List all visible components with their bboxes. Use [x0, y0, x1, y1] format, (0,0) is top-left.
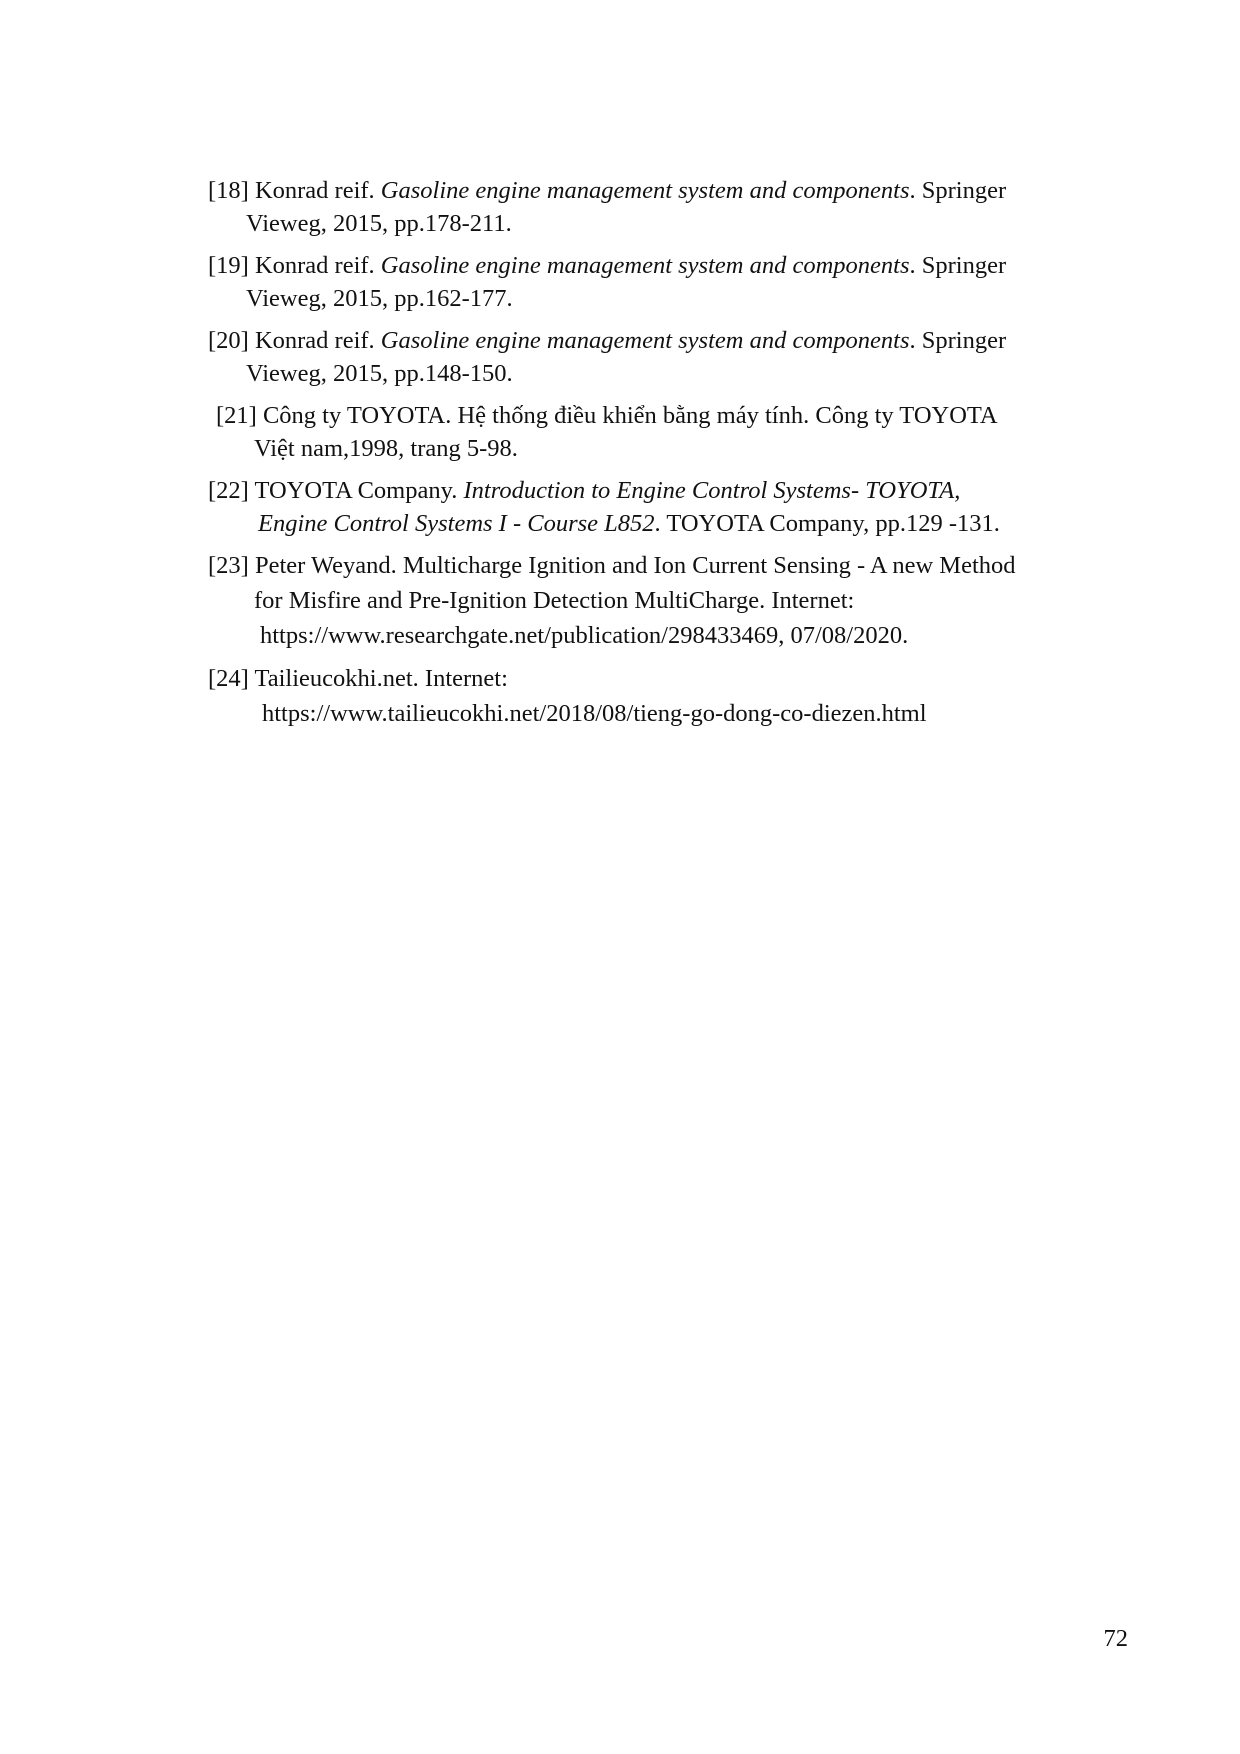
reference-22-line-2: [258, 509, 1000, 539]
reference-19-publisher: . Springer: [909, 252, 1007, 279]
reference-23-line-2: for Misfire and Pre-Ignition Detection MultiCharge. Internet:: [254, 587, 855, 614]
reference-21-line-2: Việt nam,1998, trang 5-98.: [254, 435, 518, 462]
reference-19-author: [19] Konrad reif.: [208, 252, 381, 279]
reference-22-course: Engine Control Systems I - Course L852: [258, 510, 655, 537]
reference-22-author: [22] TOYOTA Company.: [208, 477, 464, 504]
reference-24-line-1: [24] Tailieucokhi.net. Internet:: [208, 665, 508, 692]
reference-20-author: [20] Konrad reif.: [208, 327, 381, 354]
reference-22-publisher: . TOYOTA Company, pp.129 -131.: [654, 510, 1000, 537]
reference-23-url[interactable]: https://www.researchgate.net/publication/298433469, 07/08/2020.: [260, 622, 909, 649]
reference-18-title: Gasoline engine management system and components: [380, 177, 910, 204]
reference-18-line-1: [208, 176, 1006, 206]
reference-18-publisher: . Springer: [909, 177, 1007, 204]
reference-20-line-2: Vieweg, 2015, pp.148-150.: [246, 360, 513, 387]
reference-22-line-1: [208, 476, 960, 506]
page-number: 72: [1103, 1625, 1128, 1652]
reference-24-url[interactable]: https://www.tailieucokhi.net/2018/08/tieng-go-dong-co-diezen.html: [262, 700, 927, 727]
reference-20-title: Gasoline engine management system and components: [380, 327, 910, 354]
reference-19-line-1: [208, 251, 1006, 281]
reference-18-line-2: Vieweg, 2015, pp.178-211.: [246, 210, 512, 237]
reference-21-line-1: [21] Công ty TOYOTA. Hệ thống điều khiển bằng máy tính. Công ty TOYOTA: [216, 402, 998, 429]
reference-19-line-2: Vieweg, 2015, pp.162-177.: [246, 285, 513, 312]
reference-20-line-1: [208, 326, 1006, 356]
reference-22-title: Introduction to Engine Control Systems- TOYOTA,: [463, 477, 961, 504]
reference-23-line-1: [23] Peter Weyand. Multicharge Ignition and Ion Current Sensing - A new Method: [208, 552, 1016, 579]
reference-18-author: [18] Konrad reif.: [208, 177, 381, 204]
reference-19-title: Gasoline engine management system and components: [380, 252, 910, 279]
reference-20-publisher: . Springer: [909, 327, 1007, 354]
